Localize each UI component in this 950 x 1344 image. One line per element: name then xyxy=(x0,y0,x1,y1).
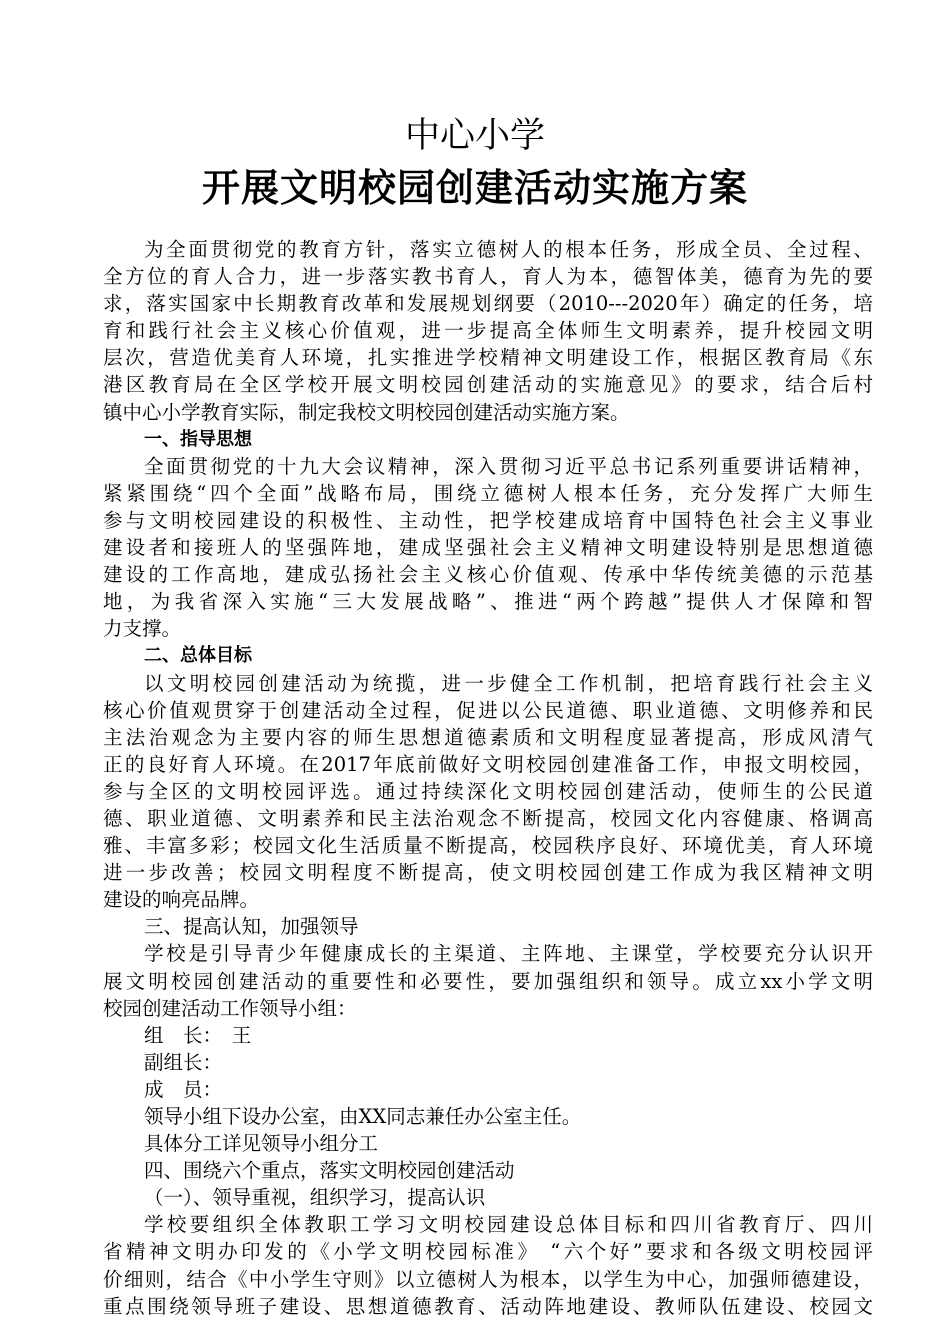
paragraph-line: 三、提高认知，加强领导 xyxy=(144,915,359,939)
paragraph-line: 重点围绕领导班子建设、思想道德教育、活动阵地建设、教师队伍建设、校园文 xyxy=(103,1294,873,1318)
document-title-school: 中心小学 xyxy=(404,116,545,156)
paragraph-line: 参与全区的文明校园评选。通过持续深化文明校园创建活动，使师生的公民道 xyxy=(103,779,873,803)
paragraph-line: 学校要组织全体教职工学习文明校园建设总体目标和四川省教育厅、四川 xyxy=(144,1213,873,1237)
paragraph-line: 主法治观念为主要内容的师生思想道德素质和文明程度显著提高，形成风清气 xyxy=(103,725,873,749)
paragraph-line: 以文明校园创建活动为统揽，进一步健全工作机制，把培育践行社会主义 xyxy=(144,671,873,695)
paragraph-line: 德、职业道德、文明素养和民主法治观念不断提高，校园文化内容健康、格调高 xyxy=(103,806,873,830)
paragraph-line: 紧紧围绕“四个全面”战略布局，围绕立德树人根本任务，充分发挥广大师生 xyxy=(103,481,873,505)
paragraph-line: 四、围绕六个重点，落实文明校园创建活动 xyxy=(144,1159,515,1183)
paragraph-line: 具体分工详见领导小组分工 xyxy=(144,1132,379,1156)
paragraph-line: 组 长： 王 xyxy=(144,1023,252,1047)
paragraph-line: 全方位的育人合力，进一步落实教书育人，育人为本，德智体美，德育为先的要 xyxy=(103,265,873,289)
paragraph-line: 展文明校园创建活动的重要性和必要性，要加强组织和领导。成立xx小学文明 xyxy=(103,969,873,993)
paragraph-line: 核心价值观贯穿于创建活动全过程，促进以公民道德、职业道德、文明修养和民 xyxy=(103,698,873,722)
paragraph-line: 建设的工作高地，建成弘扬社会主义核心价值观、传承中华传统美德的示范基 xyxy=(103,563,873,587)
document-title-main: 开展文明校园创建活动实施方案 xyxy=(201,166,748,210)
paragraph-line: 港区教育局在全区学校开展文明校园创建活动的实施意见》的要求，结合后村 xyxy=(103,373,873,397)
section-heading: 一、指导思想 xyxy=(144,428,252,450)
paragraph-line: 求，落实国家中长期教育改革和发展规划纲要（2010---2020年）确定的任务，培 xyxy=(103,292,873,316)
paragraph-line: 价细则，结合《中小学生守则》以立德树人为根本，以学生为中心，加强师德建设， xyxy=(103,1267,873,1291)
paragraph-line: 力支撑。 xyxy=(103,617,182,641)
paragraph-line: 建设的响亮品牌。 xyxy=(103,888,260,912)
paragraph-line: 学校是引导青少年健康成长的主渠道、主阵地、主课堂，学校要充分认识开 xyxy=(144,942,873,966)
paragraph-line: 育和践行社会主义核心价值观，进一步提高全体师生文明素养，提升校园文明 xyxy=(103,319,873,343)
paragraph-line: 全面贯彻党的十九大会议精神，深入贯彻习近平总书记系列重要讲话精神， xyxy=(144,454,873,478)
paragraph-line: 领导小组下设办公室，由XX同志兼任办公室主任。 xyxy=(144,1105,582,1128)
paragraph-line: 副组长： xyxy=(144,1050,223,1074)
paragraph-line: 成 员： xyxy=(144,1077,223,1101)
paragraph-line: 层次，营造优美育人环境，扎实推进学校精神文明建设工作，根据区教育局《东 xyxy=(103,346,873,370)
paragraph-line: 进一步改善；校园文明程度不断提高，使文明校园创建工作成为我区精神文明 xyxy=(103,861,873,885)
paragraph-line: 镇中心小学教育实际，制定我校文明校园创建活动实施方案。 xyxy=(103,400,630,424)
paragraph-line: （一）、领导重视，组织学习，提高认识 xyxy=(144,1186,486,1210)
paragraph-line: 校园创建活动工作领导小组： xyxy=(103,996,357,1020)
paragraph-line: 雅、丰富多彩；校园文化生活质量不断提高，校园秩序良好、环境优美，育人环境 xyxy=(103,834,873,858)
document-body xyxy=(103,236,873,1320)
section-heading: 二、总体目标 xyxy=(144,645,252,667)
paragraph-line: 正的良好育人环境。在2017年底前做好文明校园创建准备工作，申报文明校园， xyxy=(103,752,873,776)
paragraph-line: 建设者和接班人的坚强阵地，建成坚强社会主义精神文明建设特别是思想道德 xyxy=(103,536,873,560)
paragraph-line: 为全面贯彻党的教育方针，落实立德树人的根本任务，形成全员、全过程、 xyxy=(144,238,873,261)
paragraph-line: 省精神文明办印发的《小学文明校园标准》 “六个好”要求和各级文明校园评 xyxy=(103,1240,873,1264)
paragraph-line: 参与文明校园建设的积极性、主动性，把学校建成培育中国特色社会主义事业 xyxy=(103,508,873,532)
paragraph-line: 地，为我省深入实施“三大发展战略”、推进“两个跨越”提供人才保障和智 xyxy=(103,590,873,614)
